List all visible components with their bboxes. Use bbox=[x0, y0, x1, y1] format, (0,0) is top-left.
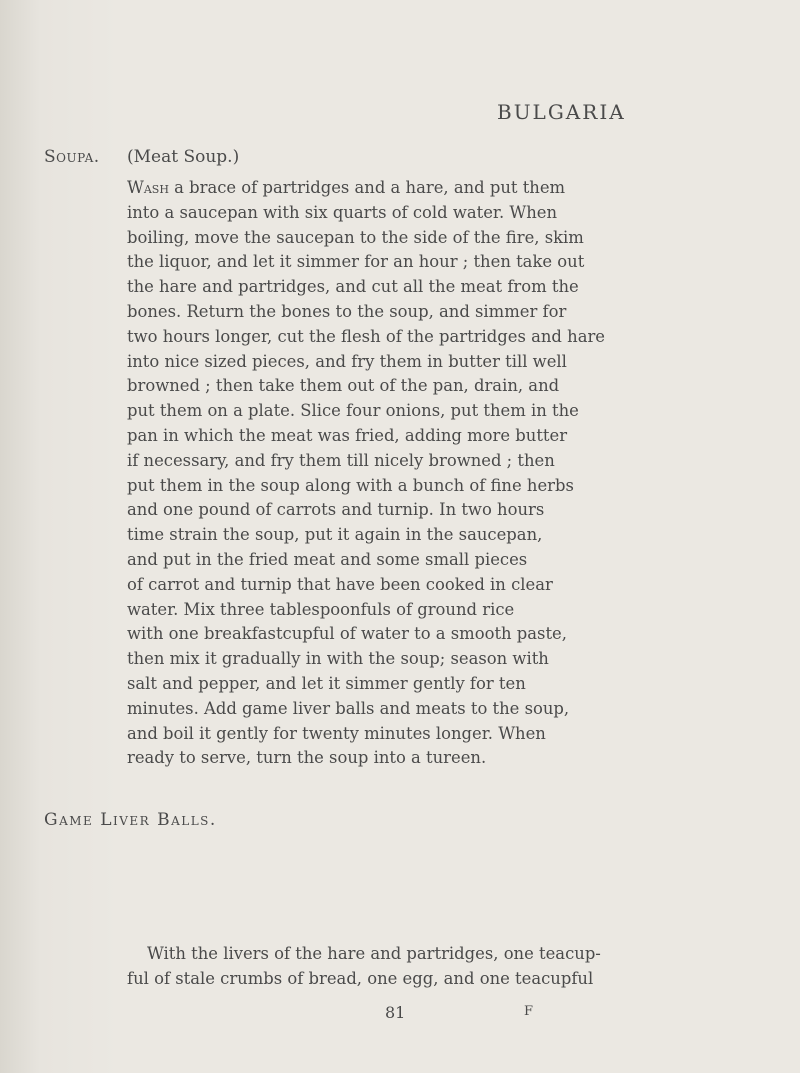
text-line: then mix it gradually in with the soup; season with bbox=[127, 649, 549, 669]
text-line: two hours longer, cut the flesh of the partridges and hare bbox=[127, 326, 606, 346]
text-line: ful of stale crumbs of bread, one egg, and one teacupful bbox=[127, 968, 594, 988]
recipe-subtitle: (Meat Soup.) bbox=[127, 147, 240, 167]
text-line: put them on a plate. Slice four onions, put them in the bbox=[127, 401, 579, 421]
text-line: and one pound of carrots and turnip. In two hours bbox=[127, 500, 545, 520]
recipe-title-game-liver-balls: Game Liver Balls. bbox=[44, 810, 217, 830]
lead-word: Wash bbox=[127, 178, 169, 197]
text-line: bones. Return the bones to the soup, and simmer for bbox=[127, 301, 567, 321]
text-line: of carrot and turnip that have been cooked in clear bbox=[127, 574, 553, 594]
signature-mark: F bbox=[524, 1004, 534, 1019]
text-line: into a saucepan with six quarts of cold water. When bbox=[127, 202, 558, 222]
text-line: Wash a brace of partridges and a hare, and put them bbox=[127, 178, 566, 197]
text-line: boiling, move the saucepan to the side of the fire, skim bbox=[127, 227, 584, 247]
text-line: With the livers of the hare and partridges, one teacup- bbox=[147, 944, 601, 963]
text-line: pan in which the meat was fried, adding more butter bbox=[127, 425, 568, 445]
recipe-body-game-liver-balls bbox=[127, 942, 607, 992]
text-line: and boil it gently for twenty minutes longer. When bbox=[127, 723, 546, 743]
page-number: 81 bbox=[385, 1003, 406, 1022]
text-line: salt and pepper, and let it simmer gently for ten bbox=[127, 673, 526, 693]
text-line: minutes. Add game liver balls and meats to the soup, bbox=[127, 698, 570, 718]
text-line: with one breakfastcupful of water to a smooth paste, bbox=[127, 624, 567, 644]
text-line: time strain the soup, put it again in the saucepan, bbox=[127, 525, 543, 545]
text-line: water. Mix three tablespoonfuls of ground rice bbox=[127, 599, 515, 619]
text-line: put them in the soup along with a bunch of fine herbs bbox=[127, 475, 574, 495]
recipe-title-soupa: Soupa. bbox=[44, 147, 100, 167]
text-line: the liquor, and let it simmer for an hour ; then take out bbox=[127, 252, 585, 272]
recipe-body-soupa bbox=[127, 176, 606, 771]
text-line: if necessary, and fry them till nicely browned ; then bbox=[127, 450, 555, 470]
text-line: ready to serve, turn the soup into a tureen. bbox=[127, 748, 487, 768]
text-line: into nice sized pieces, and fry them in butter till well bbox=[127, 351, 567, 371]
text-line: browned ; then take them out of the pan, drain, and bbox=[127, 376, 560, 396]
running-head: BULGARIA bbox=[497, 100, 626, 124]
text-line: the hare and partridges, and cut all the meat from the bbox=[127, 277, 579, 297]
text-line: and put in the fried meat and some small pieces bbox=[127, 549, 528, 569]
